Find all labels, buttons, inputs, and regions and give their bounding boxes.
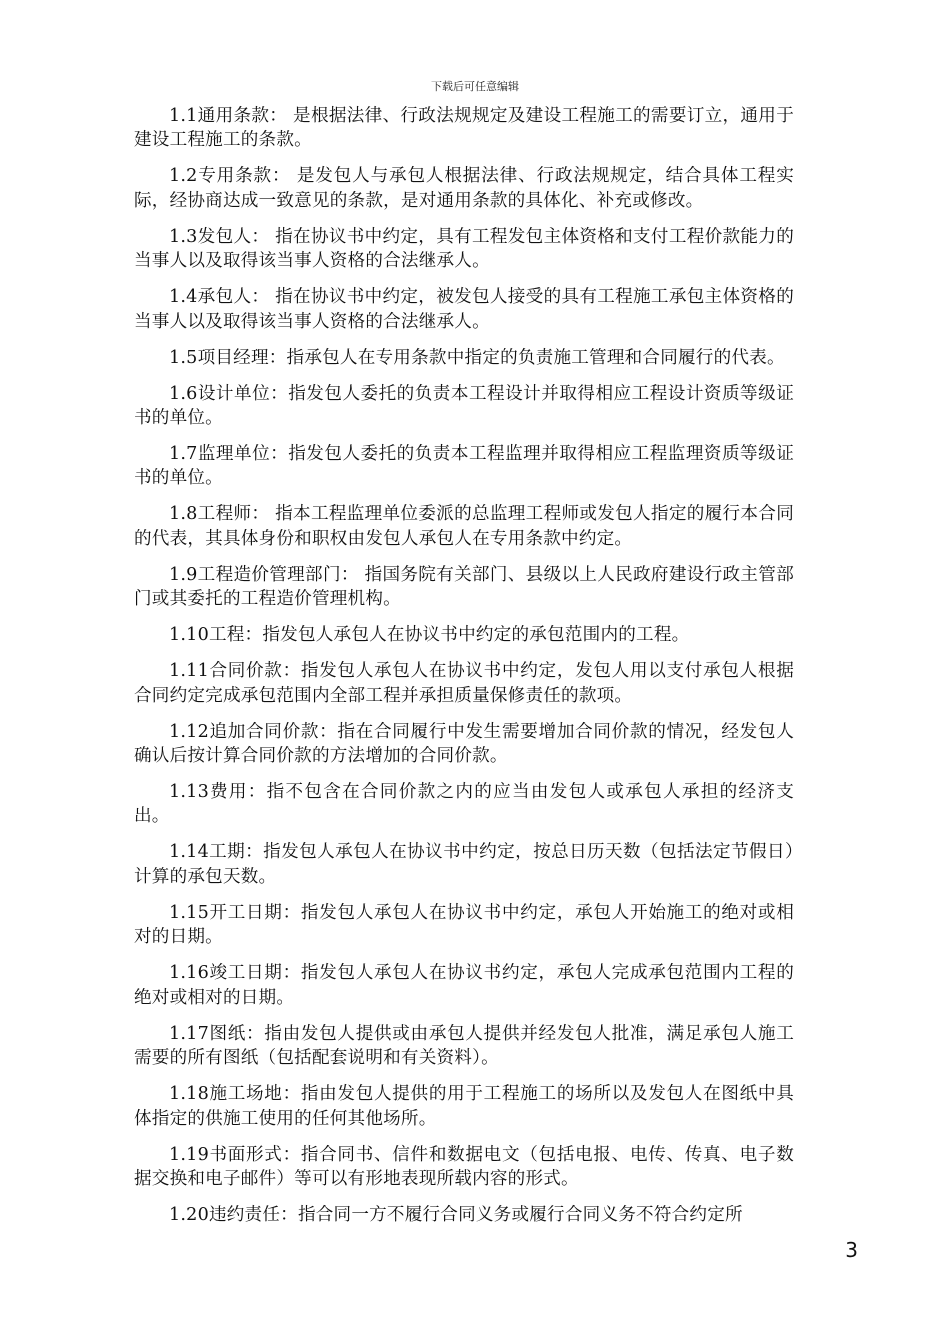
- clause-1-4: 1.4承包人： 指在协议书中约定，被发包人接受的具有工程施工承包主体资格的当事人以及取得该当事人资格的合法继承人。: [134, 287, 794, 332]
- clause-1-14: 1.14工期：指发包人承包人在协议书中约定，按总日历天数（包括法定节假日）计算的承包天数。: [134, 842, 794, 887]
- clause-1-9: 1.9工程造价管理部门： 指国务院有关部门、县级以上人民政府建设行政主管部门或其委托的工程造价管理机构。: [134, 564, 794, 610]
- clause-1-8: 1.8工程师： 指本工程监理单位委派的总监理工程师或发包人指定的履行本合同的代表，其具体身份和职权由发包人承包人在专用条款中约定。: [134, 504, 794, 549]
- clause-1-5: 1.5项目经理：指承包人在专用条款中指定的负责施工管理和合同履行的代表。: [169, 347, 785, 368]
- clause-1-6: 1.6设计单位：指发包人委托的负责本工程设计并取得相应工程设计资质等级证书的单位。: [134, 383, 794, 429]
- document-body: [134, 104, 794, 1239]
- clause-1-17: 1.17图纸：指由发包人提供或由承包人提供并经发包人批准，满足承包人施工需要的所有图纸（包括配套说明和有关资料）。: [134, 1023, 794, 1069]
- clause-1-12: 1.12追加合同价款：指在合同履行中发生需要增加合同价款的情况，经发包人确认后按计算合同价款的方法增加的合同价款。: [134, 721, 794, 767]
- clause-1-19: 1.19书面形式：指合同书、信件和数据电文（包括电报、电传、传真、电子数据交换和电子邮件）等可以有形地表现所载内容的形式。: [134, 1144, 794, 1189]
- clause-1-18: 1.18施工场地：指由发包人提供的用于工程施工的场所以及发包人在图纸中具体指定的供施工使用的任何其他场所。: [134, 1084, 794, 1129]
- clause-1-2: 1.2专用条款： 是发包人与承包人根据法律、行政法规规定，结合具体工程实际，经协商达成一致意见的条款，是对通用条款的具体化、补充或修改。: [134, 166, 794, 211]
- clause-1-11: 1.11合同价款：指发包人承包人在协议书中约定，发包人用以支付承包人根据合同约定完成承包范围内全部工程并承担质量保修责任的款项。: [134, 661, 794, 706]
- clause-1-10: 1.10工程：指发包人承包人在协议书中约定的承包范围内的工程。: [169, 625, 690, 646]
- clause-1-15: 1.15开工日期：指发包人承包人在协议书中约定，承包人开始施工的绝对或相对的日期。: [134, 902, 794, 948]
- clause-1-13: 1.13费用：指不包含在合同价款之内的应当由发包人或承包人承担的经济支出。: [134, 782, 794, 827]
- clause-1-7: 1.7监理单位：指发包人委托的负责本工程监理并取得相应工程监理资质等级证书的单位。: [134, 444, 794, 489]
- clause-1-20: 1.20违约责任：指合同一方不履行合同义务或履行合同义务不符合约定所: [169, 1204, 743, 1225]
- page-number: 3: [845, 1238, 858, 1262]
- page-header: 下载后可任意编辑: [431, 80, 519, 93]
- clause-1-3: 1.3发包人： 指在协议书中约定，具有工程发包主体资格和支付工程价款能力的当事人以及取得该当事人资格的合法继承人。: [134, 226, 794, 272]
- clause-1-1: 1.1通用条款： 是根据法律、行政法规规定及建设工程施工的需要订立，通用于建设工程施工的条款。: [134, 106, 794, 151]
- clause-1-16: 1.16竣工日期：指发包人承包人在协议书约定，承包人完成承包范围内工程的绝对或相对的日期。: [134, 963, 794, 1008]
